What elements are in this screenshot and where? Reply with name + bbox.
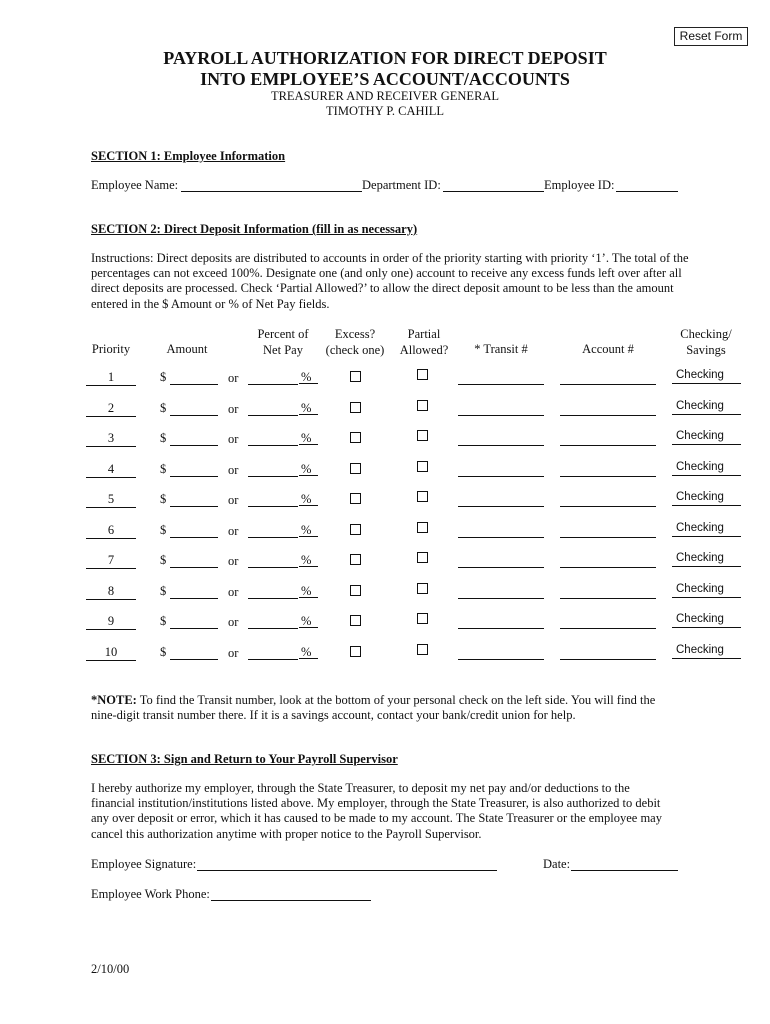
dollar-sign: $ xyxy=(160,523,167,537)
account-type-select[interactable]: Checking xyxy=(672,369,741,384)
or-text: or xyxy=(228,524,239,538)
account-type-select[interactable]: Checking xyxy=(672,461,741,476)
priority-number: 6 xyxy=(86,523,136,539)
date-field[interactable] xyxy=(571,856,678,871)
partial-allowed-checkbox[interactable] xyxy=(417,613,428,624)
transit-number-field[interactable] xyxy=(458,462,544,477)
reset-form-button[interactable]: Reset Form xyxy=(674,27,748,46)
percent-field[interactable] xyxy=(248,645,298,660)
percent-sign: % xyxy=(299,462,318,476)
form-revision-date: 2/10/00 xyxy=(91,962,130,976)
section-1-heading: SECTION 1: Employee Information xyxy=(91,149,286,163)
transit-header: * Transit # xyxy=(474,342,528,356)
or-text: or xyxy=(228,493,239,507)
department-id-field[interactable] xyxy=(443,177,544,192)
partial-allowed-checkbox[interactable] xyxy=(417,430,428,441)
percent-sign: % xyxy=(299,584,318,598)
account-number-field[interactable] xyxy=(560,553,656,568)
percent-sign: % xyxy=(299,614,318,628)
or-text: or xyxy=(228,402,239,416)
percent-field[interactable] xyxy=(248,523,298,538)
account-number-field[interactable] xyxy=(560,462,656,477)
account-type-header xyxy=(666,327,746,358)
dollar-sign: $ xyxy=(160,614,167,628)
note-label: *NOTE: xyxy=(91,693,137,707)
percent-sign: % xyxy=(299,370,318,384)
account-number-field[interactable] xyxy=(560,401,656,416)
authorization-text: I hereby authorize my employer, through the State Treasurer, to deposit my net pay and/or deductions to the financial institution/institutions listed above. My employer, through the State Treasurer, is also authorized to debit any over deposit or error, which it has caused to be made to my account. The State Treasurer or the employee may cancel this authorization anytime with proper notice to the Payroll Supervisor. xyxy=(91,781,662,841)
excess-checkbox[interactable] xyxy=(350,463,361,474)
amount-field[interactable] xyxy=(170,370,218,385)
transit-number-field[interactable] xyxy=(458,584,544,599)
form-title-line-1: PAYROLL AUTHORIZATION FOR DIRECT DEPOSIT xyxy=(163,48,607,68)
partial-header-line-1: Partial xyxy=(407,327,441,341)
form-title-line-2: INTO EMPLOYEE’S ACCOUNT/ACCOUNTS xyxy=(200,69,570,89)
account-type-select[interactable]: Checking xyxy=(672,522,741,537)
dollar-sign: $ xyxy=(160,492,167,506)
percent-field[interactable] xyxy=(248,462,298,477)
amount-field[interactable] xyxy=(170,431,218,446)
account-type-header-line-1: Checking/ xyxy=(680,327,732,341)
subtitle-treasurer: TREASURER AND RECEIVER GENERAL xyxy=(270,89,500,103)
partial-allowed-checkbox[interactable] xyxy=(417,461,428,472)
excess-checkbox[interactable] xyxy=(350,432,361,443)
percent-field[interactable] xyxy=(248,431,298,446)
dollar-sign: $ xyxy=(160,370,167,384)
partial-header xyxy=(393,327,455,358)
transit-note xyxy=(91,693,681,723)
amount-field[interactable] xyxy=(170,523,218,538)
signature-label: Employee Signature: xyxy=(91,857,197,871)
transit-number-field[interactable] xyxy=(458,645,544,660)
partial-allowed-checkbox[interactable] xyxy=(417,400,428,411)
percent-header-line-2: Net Pay xyxy=(263,342,303,357)
work-phone-field[interactable] xyxy=(211,886,371,901)
or-text: or xyxy=(228,554,239,568)
percent-sign: % xyxy=(299,523,318,537)
account-number-field[interactable] xyxy=(560,645,656,660)
priority-number: 4 xyxy=(86,462,136,478)
amount-field[interactable] xyxy=(170,584,218,599)
dollar-sign: $ xyxy=(160,401,167,415)
account-type-select[interactable]: Checking xyxy=(672,400,741,415)
amount-field[interactable] xyxy=(170,645,218,660)
account-type-select[interactable]: Checking xyxy=(672,552,741,567)
percent-sign: % xyxy=(299,492,318,506)
amount-field[interactable] xyxy=(170,401,218,416)
dollar-sign: $ xyxy=(160,584,167,598)
partial-allowed-checkbox[interactable] xyxy=(417,491,428,502)
priority-number: 2 xyxy=(86,401,136,417)
priority-number: 9 xyxy=(86,614,136,630)
or-text: or xyxy=(228,463,239,477)
priority-number: 1 xyxy=(86,370,136,386)
account-type-select[interactable]: Checking xyxy=(672,613,741,628)
percent-field[interactable] xyxy=(248,553,298,568)
signature-field[interactable] xyxy=(197,856,497,871)
amount-field[interactable] xyxy=(170,614,218,629)
priority-number: 5 xyxy=(86,492,136,508)
priority-number: 8 xyxy=(86,584,136,600)
account-header: Account # xyxy=(582,342,634,356)
amount-field[interactable] xyxy=(170,492,218,507)
excess-header-line-2: (check one) xyxy=(325,342,385,357)
percent-sign: % xyxy=(299,401,318,415)
account-number-field[interactable] xyxy=(560,614,656,629)
percent-field[interactable] xyxy=(248,584,298,599)
transit-number-field[interactable] xyxy=(458,523,544,538)
excess-checkbox[interactable] xyxy=(350,493,361,504)
percent-field[interactable] xyxy=(248,492,298,507)
percent-field[interactable] xyxy=(248,370,298,385)
excess-header-line-1: Excess? xyxy=(334,327,376,341)
instructions-text: Instructions: Direct deposits are distributed to accounts in order of the priority starting with priority ‘1’. The total of the percentages can not exceed 100%. Designate one (and only one) account to receive any excess funds left over after all direct deposits are processed. Check ‘Partial Allowed?’ to allow the direct deposit amount to be less than the amount entered in the $ Amount or % of Net Pay fields. xyxy=(91,251,689,311)
or-text: or xyxy=(228,432,239,446)
amount-field[interactable] xyxy=(170,553,218,568)
excess-checkbox[interactable] xyxy=(350,524,361,535)
percent-sign: % xyxy=(299,645,318,659)
dollar-sign: $ xyxy=(160,553,167,567)
partial-allowed-checkbox[interactable] xyxy=(417,552,428,563)
section-3-heading: SECTION 3: Sign and Return to Your Payroll Supervisor xyxy=(91,752,398,766)
transit-number-field[interactable] xyxy=(458,370,544,385)
excess-checkbox[interactable] xyxy=(350,371,361,382)
excess-checkbox[interactable] xyxy=(350,585,361,596)
account-number-field[interactable] xyxy=(560,523,656,538)
percent-header xyxy=(248,327,318,358)
transit-number-field[interactable] xyxy=(458,553,544,568)
partial-allowed-checkbox[interactable] xyxy=(417,369,428,380)
percent-field[interactable] xyxy=(248,401,298,416)
priority-header: Priority xyxy=(91,342,131,356)
priority-number: 10 xyxy=(86,645,136,661)
or-text: or xyxy=(228,646,239,660)
percent-header-line-1: Percent of xyxy=(257,327,309,341)
account-type-header-line-2: Savings xyxy=(686,342,726,357)
employee-id-label: Employee ID: xyxy=(544,178,615,192)
amount-field[interactable] xyxy=(170,462,218,477)
dollar-sign: $ xyxy=(160,645,167,659)
account-number-field[interactable] xyxy=(560,370,656,385)
transit-number-field[interactable] xyxy=(458,614,544,629)
account-type-select[interactable]: Checking xyxy=(672,644,741,659)
priority-number: 3 xyxy=(86,431,136,447)
or-text: or xyxy=(228,585,239,599)
department-id-label: Department ID: xyxy=(362,178,441,192)
excess-checkbox[interactable] xyxy=(350,554,361,565)
transit-number-field[interactable] xyxy=(458,431,544,446)
account-type-select[interactable]: Checking xyxy=(672,430,741,445)
subtitle-name: TIMOTHY P. CAHILL xyxy=(326,104,444,118)
priority-number: 7 xyxy=(86,553,136,569)
account-number-field[interactable] xyxy=(560,431,656,446)
work-phone-label: Employee Work Phone: xyxy=(91,887,210,901)
excess-checkbox[interactable] xyxy=(350,402,361,413)
percent-sign: % xyxy=(299,553,318,567)
account-number-field[interactable] xyxy=(560,492,656,507)
employee-name-label: Employee Name: xyxy=(91,178,179,192)
account-type-select[interactable]: Checking xyxy=(672,583,741,598)
transit-number-field[interactable] xyxy=(458,492,544,507)
partial-allowed-checkbox[interactable] xyxy=(417,583,428,594)
account-type-select[interactable]: Checking xyxy=(672,491,741,506)
transit-number-field[interactable] xyxy=(458,401,544,416)
section-2-heading: SECTION 2: Direct Deposit Information (fill in as necessary) xyxy=(91,222,418,236)
or-text: or xyxy=(228,371,239,385)
partial-allowed-checkbox[interactable] xyxy=(417,522,428,533)
percent-sign: % xyxy=(299,431,318,445)
dollar-sign: $ xyxy=(160,431,167,445)
excess-checkbox[interactable] xyxy=(350,615,361,626)
excess-checkbox[interactable] xyxy=(350,646,361,657)
employee-name-field[interactable] xyxy=(181,177,362,192)
date-label: Date: xyxy=(543,857,571,871)
excess-header xyxy=(320,327,390,358)
partial-allowed-checkbox[interactable] xyxy=(417,644,428,655)
or-text: or xyxy=(228,615,239,629)
dollar-sign: $ xyxy=(160,462,167,476)
partial-header-line-2: Allowed? xyxy=(399,342,449,357)
percent-field[interactable] xyxy=(248,614,298,629)
amount-header: Amount xyxy=(166,342,208,356)
account-number-field[interactable] xyxy=(560,584,656,599)
note-text: To find the Transit number, look at the bottom of your personal check on the left side. You will find the nine-digit transit number there. If it is a savings account, contact your bank/credit union for help. xyxy=(91,693,656,723)
employee-id-field[interactable] xyxy=(616,177,678,192)
